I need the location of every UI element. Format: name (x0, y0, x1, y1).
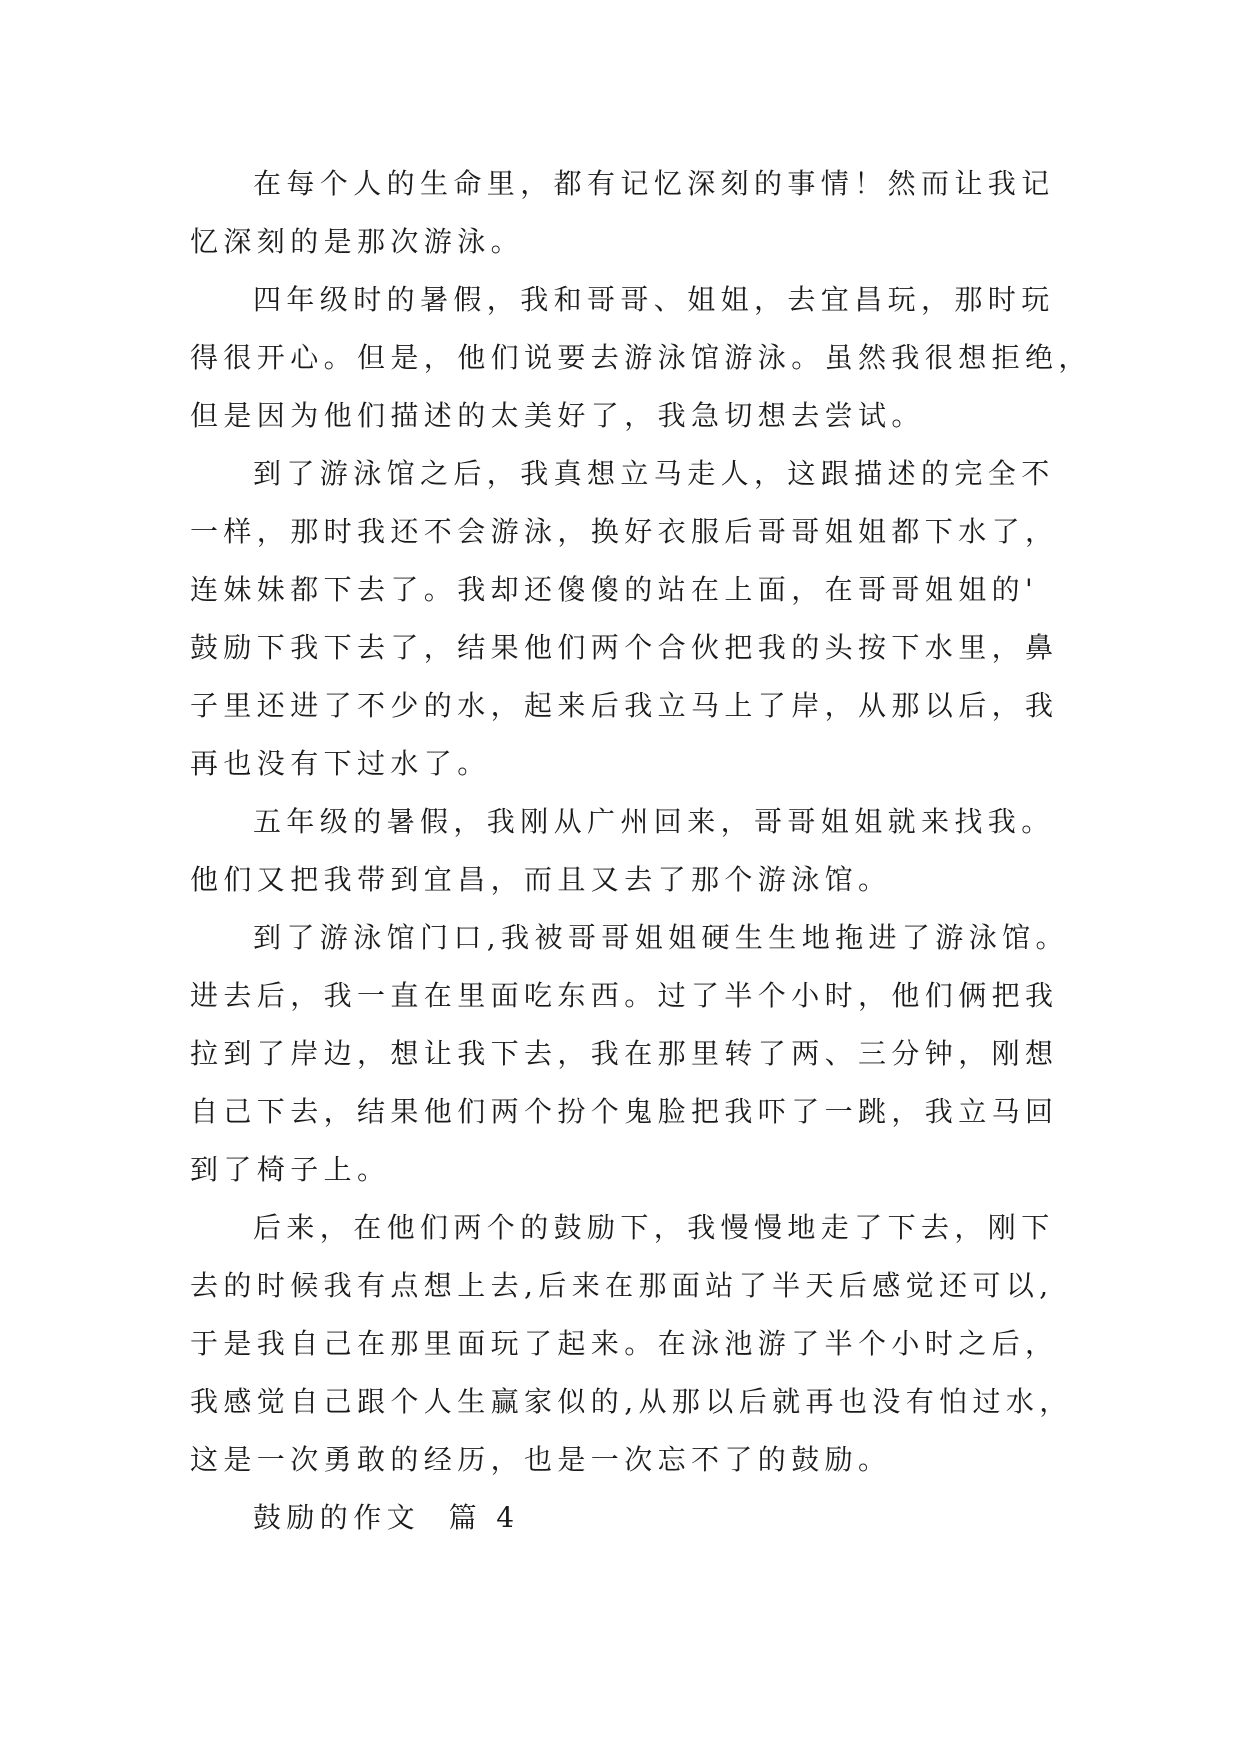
paragraph (190, 271, 1092, 445)
paragraph (190, 793, 1055, 909)
text-line: 一样，那时我还不会游泳，换好衣服后哥哥姐姐都下水了， (190, 515, 1059, 548)
text-line: 我感觉自己跟个人生赢家似的,从那以后就再也没有怕过水， (190, 1385, 1073, 1418)
text-line: 去的时候我有点想上去,后来在那面站了半天后感觉还可以, (190, 1269, 1054, 1302)
text-line: 忆深刻的是那次游泳。 (190, 225, 525, 258)
section-heading: 鼓励的作文 篇 4 (253, 1501, 520, 1534)
text-line: 再也没有下过水了。 (190, 747, 491, 780)
text-line: 拉到了岸边，想让我下去，我在那里转了两、三分钟，刚想 (190, 1037, 1059, 1070)
text-line: 自己下去，结果他们两个扮个鬼脸把我吓了一跳，我立马回 (190, 1095, 1059, 1128)
text-line: 到了椅子上。 (190, 1153, 391, 1186)
text-line: 于是我自己在那里面玩了起来。在泳池游了半个小时之后， (190, 1327, 1059, 1360)
text-line: 四年级时的暑假，我和哥哥、姐姐，去宜昌玩，那时玩 (253, 283, 1055, 316)
text-line: 到了游泳馆之后，我真想立马走人，这跟描述的完全不 (253, 457, 1055, 490)
paragraph (190, 155, 1055, 271)
text-line: 这是一次勇敢的经历，也是一次忘不了的鼓励。 (190, 1443, 892, 1476)
text-line: 后来，在他们两个的鼓励下，我慢慢地走了下去，刚下 (253, 1211, 1055, 1244)
text-line: 鼓励下我下去了，结果他们两个合伙把我的头按下水里，鼻 (190, 631, 1059, 664)
paragraph (190, 445, 1059, 793)
text-line: 在每个人的生命里，都有记忆深刻的事情！然而让我记 (253, 167, 1055, 200)
text-line: 到了游泳馆门口,我被哥哥姐姐硬生生地拖进了游泳馆。 (253, 921, 1069, 954)
text-line: 进去后，我一直在里面吃东西。过了半个小时，他们俩把我 (190, 979, 1059, 1012)
text-line: 子里还进了不少的水，起来后我立马上了岸，从那以后，我 (190, 689, 1059, 722)
document-page (190, 155, 1092, 1547)
paragraph (190, 1199, 1073, 1489)
text-line: 但是因为他们描述的太美好了，我急切想去尝试。 (190, 399, 925, 432)
text-line: 得很开心。但是，他们说要去游泳馆游泳。虽然我很想拒绝， (190, 341, 1092, 374)
text-line: 他们又把我带到宜昌，而且又去了那个游泳馆。 (190, 863, 892, 896)
paragraph (190, 909, 1069, 1199)
text-line: 五年级的暑假，我刚从广州回来，哥哥姐姐就来找我。 (253, 805, 1055, 838)
text-line: 连妹妹都下去了。我却还傻傻的站在上面，在哥哥姐姐的' (190, 573, 1039, 606)
